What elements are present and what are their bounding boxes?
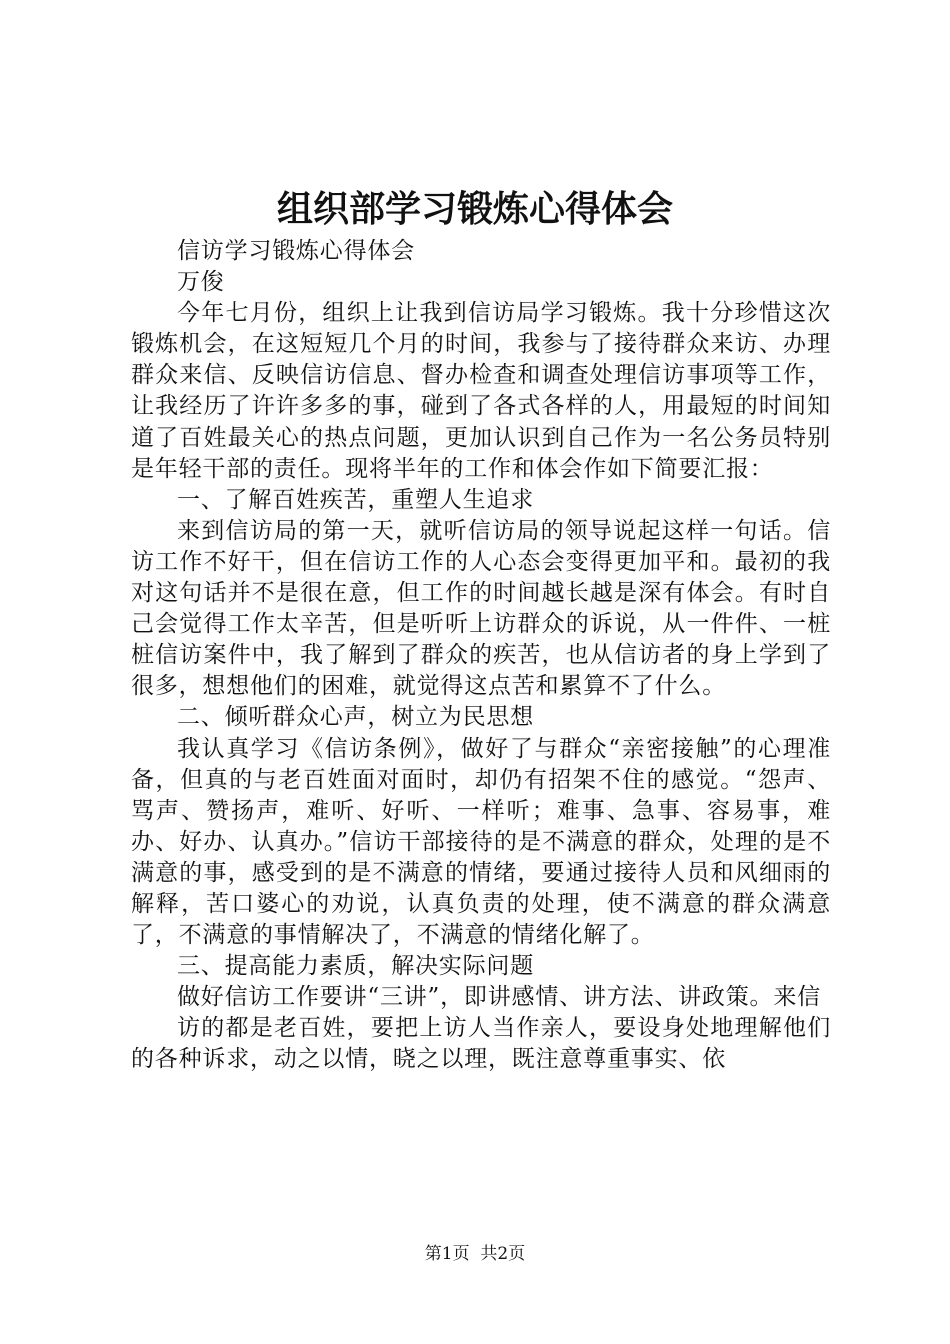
document-body (131, 236, 831, 1076)
author: 万俊 (177, 269, 225, 296)
section-heading-3: 三、提高能力素质，解决实际问题 (177, 953, 534, 980)
paragraph-section-3b: 访的都是老百姓，要把上访人当作亲人，要设身处地理解他们的各种诉求，动之以情，晓之以理，既注意尊重事实、依 (131, 1015, 831, 1073)
page-footer (0, 1242, 950, 1266)
paragraph-section-2: 我认真学习《信访条例》，做好了与群众“亲密接触”的心理准备，但真的与老百姓面对面时，却仍有招架不住的感觉。“怨声、骂声、赞扬声，难听、好听、一样听；难事、急事、容易事，难办、好办、认真办。”信访干部接待的是不满意的群众，处理的是不满意的事，感受到的是不满意的情绪，要通过接待人员和风细雨的解释，苦口婆心的劝说，认真负责的处理，使不满意的群众满意了，不满意的事情解决了，不满意的情绪化解了。 (131, 735, 831, 949)
subtitle: 信访学习锻炼心得体会 (177, 238, 415, 264)
paragraph-section-1: 来到信访局的第一天，就听信访局的领导说起这样一句话。信访工作不好干，但在信访工作的人心态会变得更加平和。最初的我对这句话并不是很在意，但工作的时间越长越是深有体会。有时自己会觉得工作太辛苦，但是听听上访群众的诉说，从一件件、一桩桩信访案件中，我了解到了群众的疾苦，也从信访者的身上学到了很多，想想他们的困难，就觉得这点苦和累算不了什么。 (131, 517, 831, 700)
section-heading-2: 二、倾听群众心声，树立为民思想 (177, 704, 534, 731)
page-number-label: 第1页 共2页 (424, 1244, 526, 1264)
document-title: 组织部学习锻炼心得体会 (276, 188, 673, 230)
section-heading-1: 一、了解百姓疾苦，重塑人生追求 (177, 486, 534, 513)
paragraph-section-3a: 做好信访工作要讲“三讲”，即讲感情、讲方法、讲政策。来信 (177, 984, 821, 1011)
paragraph-intro: 今年七月份，组织上让我到信访局学习锻炼。我十分珍惜这次锻炼机会，在这短短几个月的时间，我参与了接待群众来访、办理群众来信、反映信访信息、督办检查和调查处理信访事项等工作，让我经历了许许多多的事，碰到了各式各样的人，用最短的时间知道了百姓最关心的热点问题，更加认识到自己作为一名公务员特别是年轻干部的责任。现将半年的工作和体会作如下简要汇报： (131, 300, 831, 482)
